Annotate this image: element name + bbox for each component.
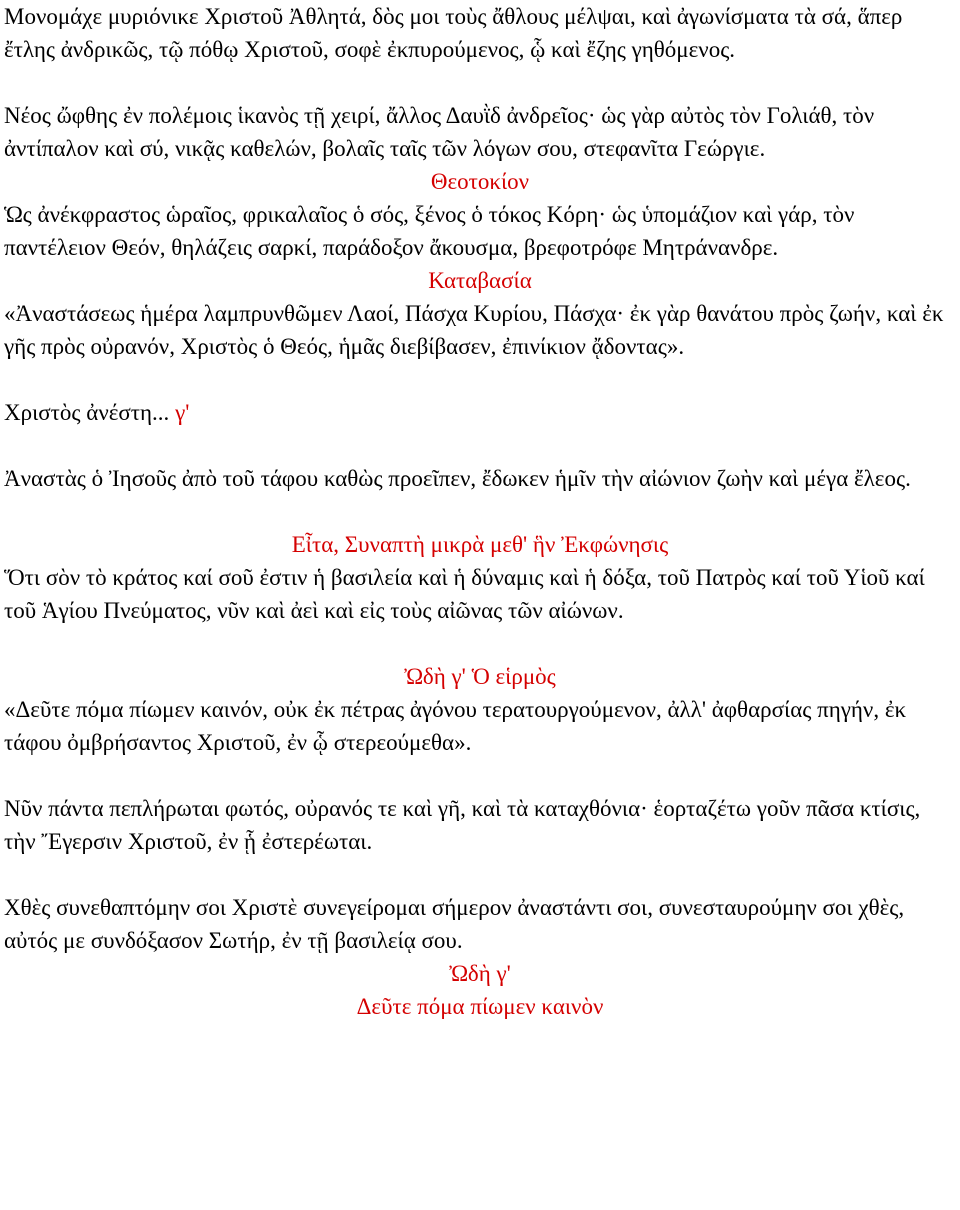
christos-anesti-count: γ' [175, 400, 190, 425]
troparion-1: Μονομάχε μυριόνικε Χριστοῦ Ἀθλητά, δὸς μοι τοὺς ἄθλους μέλψαι, καὶ ἀγωνίσματα τὰ σά, ἅπερ ἔτλης ἀνδρικῶς, τῷ πόθῳ Χριστοῦ, σοφὲ ἐκπυρούμενος, ᾧ καὶ ἔζης γηθόμενος. [4, 4, 903, 62]
troparion-2: Νέος ὤφθης ἐν πολέμοις ἱκανὸς τῇ χειρί, ἄλλος Δαυῒδ ἀνδρεῖος· ὡς γὰρ αὐτὸς τὸν Γολιάθ, τὸν ἀντίπαλον καὶ σύ, νικᾷς καθελών, βολαῖς ταῖς τῶν λόγων σου, στεφανῖτα Γεώργιε. [4, 103, 875, 161]
heading-theotokion: Θεοτοκίον [430, 169, 530, 194]
heading-deute: Δεῦτε πόμα πίωμεν καινὸν [356, 994, 604, 1019]
document-page [4, 0, 956, 1023]
katavasia-text: «Ἀναστάσεως ἡμέρα λαμπρυνθῶμεν Λαοί, Πάσχα Κυρίου, Πάσχα· ἐκ γὰρ θανάτου πρὸς ζωήν, καὶ ἐκ γῆς πρὸς οὐρανόν, Χριστὸς ὁ Θεός, ἡμᾶς διεβίβασεν, ἐπινίκιον ᾄδοντας». [4, 301, 944, 359]
ekfonisis-text: Ὅτι σὸν τὸ κράτος καί σοῦ ἐστιν ἡ βασιλεία καὶ ἡ δύναμις καὶ ἡ δόξα, τοῦ Πατρὸς καί τοῦ Υἱοῦ καί τοῦ Ἁγίου Πνεύματος, νῦν καὶ ἀεὶ καὶ εἰς τοὺς αἰῶνας τῶν αἰώνων. [4, 565, 925, 623]
anastas-text: Ἀναστὰς ὁ Ἰησοῦς ἀπὸ τοῦ τάφου καθὼς προεῖπεν, ἔδωκεν ἡμῖν τὴν αἰώνιον ζωὴν καὶ μέγα ἔλεος. [4, 466, 911, 491]
troparion-4: Χθὲς συνεθαπτόμην σοι Χριστὲ συνεγείρομαι σήμερον ἀναστάντι σοι, συνεσταυρούμην σοι χθὲς, αὐτός με συνδόξασον Σωτήρ, ἐν τῇ βασιλείᾳ σου. [4, 895, 905, 953]
heading-ode3-irmos: Ὠδὴ γ' Ὁ εἱρμὸς [404, 664, 556, 689]
christos-anesti-text: Χριστὸς ἀνέστη... [4, 400, 176, 425]
heading-katavasia: Καταβασία [428, 268, 532, 293]
troparion-3: Νῦν πάντα πεπλήρωται φωτός, οὐρανός τε καὶ γῆ, καὶ τὰ καταχθόνια· ἑορταζέτω γοῦν πᾶσα κτίσις, τὴν Ἔγερσιν Χριστοῦ, ἐν ᾗ ἐστερέωται. [4, 796, 921, 854]
heading-ode3: Ὠδὴ γ' [449, 961, 511, 986]
heading-ekfonisis: Εἶτα, Συναπτὴ μικρὰ μεθ' ἣν Ἐκφώνησις [291, 532, 669, 557]
irmos-text: «Δεῦτε πόμα πίωμεν καινόν, οὐκ ἐκ πέτρας ἀγόνου τερατουργούμενον, ἀλλ' ἀφθαρσίας πηγήν, ἐκ τάφου ὀμβρήσαντος Χριστοῦ, ἐν ᾧ στερεούμεθα». [4, 697, 907, 755]
christos-anesti-line [4, 396, 956, 429]
theotokion-text: Ὡς ἀνέκφραστος ὡραῖος, φρικαλαῖος ὁ σός, ξένος ὁ τόκος Κόρη· ὡς ὑπομάζιον καὶ γάρ, τὸν παντέλειον Θεόν, θηλάζεις σαρκί, παράδοξον ἄκουσμα, βρεφοτρόφε Μητράνανδρε. [4, 202, 855, 260]
